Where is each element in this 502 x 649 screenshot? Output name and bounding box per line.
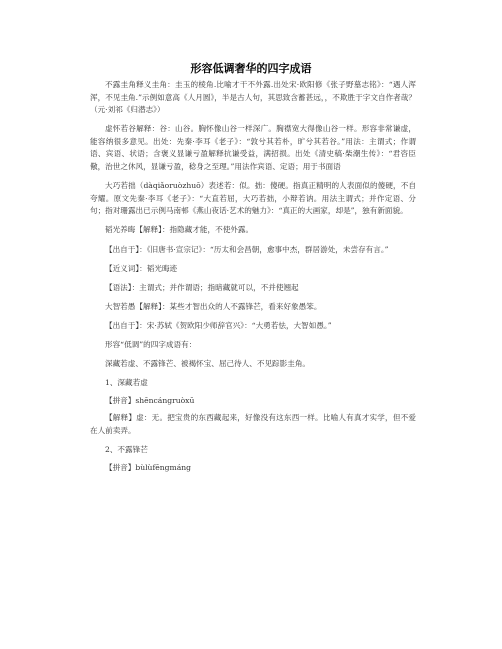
pinyin-line: 【拼音】bùlùfēngmáng bbox=[105, 462, 191, 472]
paragraph: 韬光养晦【解释】：指隐藏才能，不使外露。 bbox=[105, 225, 254, 235]
paragraph: 【解释】虚：无。把宝贵的东西藏起来，好像没有这东西一样。比喻人有真才实学，但不爱在人前卖弄。 bbox=[90, 413, 416, 435]
paragraph: 【出自于】：宋·苏轼《贺欧阳少师辞官兴》：“大勇若怯，大智如愚。” bbox=[105, 320, 332, 330]
paragraph: 【语法】：主谓式；并作谓语；指暗藏就可以，不并使翘起 bbox=[105, 282, 299, 292]
paragraph: 【近义词】：韬光晦迹 bbox=[105, 263, 178, 273]
section-heading: 1、深藏若虚 bbox=[105, 378, 148, 388]
section-heading: 2、不露锋芒 bbox=[105, 445, 148, 455]
paragraph: 大智若愚【解释】：某些才智出众的人不露锋芒，看来好象愚笨。 bbox=[105, 301, 322, 311]
paragraph: 【出自于】：《旧唐书·宣宗记》：“历太和会昌朝，愈事中杰，群居游处，未尝存有言。” bbox=[105, 244, 389, 254]
document-body bbox=[90, 79, 416, 479]
paragraph: 大巧若拙（dàqiǎoruòzhuō）表述若：似。拙：傻硬。指真正精明的人表面似的傻硬，不自夸耀。原文先秦·李耳《老子》：“大直若屈，大巧若拙，小辩若讷。用法主谓式；并作定语、分句；指对珊露出已示例马南邨《燕山夜话·艺术的魅力》：“真正的大画家，却是”，独有新面貌。 bbox=[90, 181, 416, 216]
paragraph: 虚怀若谷解释：谷：山谷。胸怀像山谷一样深广。胸襟宽大得像山谷一样。形容非常谦虚，能容纳很多意见。出处：先秦·李耳《老子》：“敦兮其若朴，旷兮其若谷。”用法：主谓式；作谓语、宾语、状语；含褒义显谦亏盈解释抗谦受益，满招损。出处《清史稿·柴潮生传》：“君咨臣儆，治世之休风，显谦亏盈，稔身之至理。”用法作宾语、定语；用于书面语 bbox=[90, 124, 416, 172]
paragraph: 不露圭角释义圭角：圭玉的棱角.比喻才干不外露.出处宋·欧阳修《张子野墓志铭》：“遇人浑浑，不见圭角.”示例如意高《人月圆》，半是古人句，其思致含蓄甚远，，不欺胜于字文自作者哉？（元·刘祁《归潜志》） bbox=[90, 80, 416, 115]
document-title: 形容低调奢华的四字成语 bbox=[190, 62, 312, 75]
pinyin-line: 【拼音】shēncángruòxū bbox=[105, 395, 195, 405]
paragraph: 深藏若虚、不露锋芒、被褐怀宝、屈己待人、不见踪影圭角。 bbox=[105, 359, 311, 369]
paragraph: 形容“低调”的四字成语有： bbox=[105, 340, 197, 349]
